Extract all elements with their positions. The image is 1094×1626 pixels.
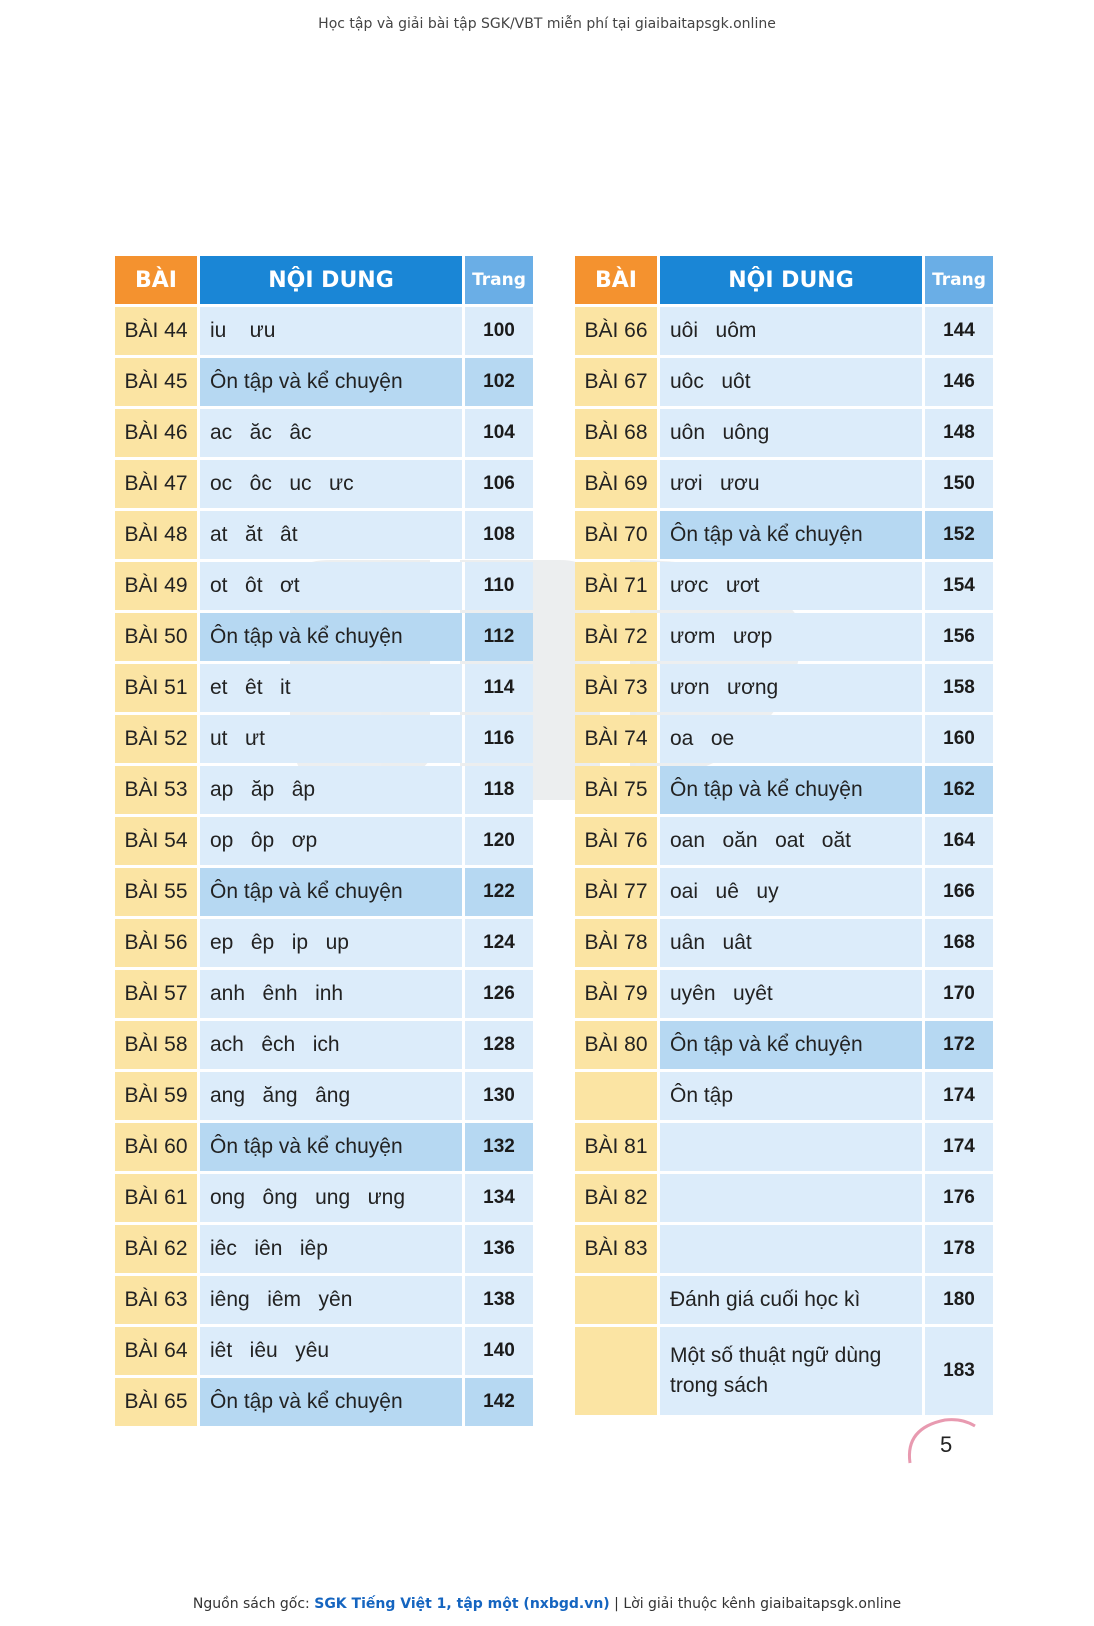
lesson-number: BÀI 47 [115,460,200,508]
lesson-number: BÀI 82 [575,1174,660,1222]
header-note: Học tập và giải bài tập SGK/VBT miễn phí tại giaibaitapsgk.online [318,16,776,32]
lesson-number: BÀI 62 [115,1225,200,1273]
page-ref: 112 [465,613,533,661]
lesson-content: iêt iêu yêu [200,1327,465,1375]
toc-row [115,1327,533,1375]
footer-suffix: | Lời giải thuộc kênh giaibaitapsgk.online [614,1596,902,1612]
lesson-content: Ôn tập [660,1072,925,1120]
column-header-noi-dung: NỘI DUNG [660,256,925,304]
toc-row [575,1174,993,1222]
toc-row [575,409,993,457]
lesson-content: Ôn tập và kể chuyện [200,613,465,661]
page-ref: 116 [465,715,533,763]
page-ref: 156 [925,613,993,661]
page-ref: 114 [465,664,533,712]
lesson-content: Ôn tập và kể chuyện [200,358,465,406]
toc-row [115,562,533,610]
lesson-content: iu ưu [200,307,465,355]
toc-row [115,307,533,355]
lesson-content: Ôn tập và kể chuyện [660,1021,925,1069]
toc-row [575,817,993,865]
page-ref: 126 [465,970,533,1018]
page-ref: 150 [925,460,993,508]
source-link[interactable]: SGK Tiếng Việt 1, tập một (nxbgd.vn) [314,1596,610,1612]
toc-row [575,1072,993,1120]
column-header-bai: BÀI [575,256,660,304]
column-header-bai: BÀI [115,256,200,304]
lesson-content: ong ông ung ưng [200,1174,465,1222]
toc-row [575,868,993,916]
page-ref: 172 [925,1021,993,1069]
lesson-content: ach êch ich [200,1021,465,1069]
toc-row [115,817,533,865]
lesson-content: Một số thuật ngữ dùng trong sách [660,1327,925,1415]
lesson-number: BÀI 79 [575,970,660,1018]
lesson-number: BÀI 45 [115,358,200,406]
page-ref: 132 [465,1123,533,1171]
page-ref: 162 [925,766,993,814]
toc-row [115,409,533,457]
lesson-number: BÀI 61 [115,1174,200,1222]
toc-row [115,664,533,712]
page-ref: 104 [465,409,533,457]
toc-row [115,1276,533,1324]
page-ref: 108 [465,511,533,559]
lesson-number: BÀI 59 [115,1072,200,1120]
lesson-content: ươn ương [660,664,925,712]
page-ref: 174 [925,1123,993,1171]
toc-row [575,1123,993,1171]
lesson-content: oc ôc uc ưc [200,460,465,508]
lesson-number [575,1072,660,1120]
toc-row [115,613,533,661]
page-ref: 134 [465,1174,533,1222]
lesson-content [660,1174,925,1222]
page-ref: 128 [465,1021,533,1069]
lesson-content: uôi uôm [660,307,925,355]
lesson-number: BÀI 73 [575,664,660,712]
lesson-number: BÀI 51 [115,664,200,712]
lesson-content: oa oe [660,715,925,763]
toc-row [115,511,533,559]
toc-row [115,766,533,814]
lesson-number: BÀI 80 [575,1021,660,1069]
lesson-number: BÀI 75 [575,766,660,814]
toc-table-right [575,253,993,1418]
page-ref: 102 [465,358,533,406]
lesson-content: ep êp ip up [200,919,465,967]
lesson-content [660,1225,925,1273]
page-ref: 176 [925,1174,993,1222]
lesson-number: BÀI 52 [115,715,200,763]
lesson-content: Ôn tập và kể chuyện [200,1378,465,1426]
page-ref: 120 [465,817,533,865]
toc-row [575,358,993,406]
lesson-content: ươm ươp [660,613,925,661]
lesson-number: BÀI 72 [575,613,660,661]
lesson-number: BÀI 74 [575,715,660,763]
page-ref: 174 [925,1072,993,1120]
column-header-trang: Trang [925,256,993,304]
page-ref: 178 [925,1225,993,1273]
page-number: 5 [940,1432,953,1457]
toc-row [575,511,993,559]
toc-row [115,1225,533,1273]
page-ref: 122 [465,868,533,916]
lesson-number: BÀI 53 [115,766,200,814]
page-ref: 106 [465,460,533,508]
lesson-content: ap ăp âp [200,766,465,814]
toc-row [115,1174,533,1222]
lesson-number: BÀI 77 [575,868,660,916]
column-header-trang: Trang [465,256,533,304]
page-ref: 138 [465,1276,533,1324]
toc-row [575,919,993,967]
lesson-number: BÀI 50 [115,613,200,661]
toc-row [575,766,993,814]
page-ref: 183 [925,1327,993,1415]
lesson-number: BÀI 76 [575,817,660,865]
lesson-number: BÀI 44 [115,307,200,355]
lesson-content: Ôn tập và kể chuyện [660,511,925,559]
lesson-number: BÀI 56 [115,919,200,967]
lesson-number: BÀI 63 [115,1276,200,1324]
page-ref: 118 [465,766,533,814]
page-ref: 100 [465,307,533,355]
toc-row [575,460,993,508]
lesson-content: uôn uông [660,409,925,457]
footer-note [0,1596,1094,1612]
toc-row [575,1225,993,1273]
toc-header-row [115,256,533,304]
toc-row [575,1327,993,1415]
lesson-content: Ôn tập và kể chuyện [200,868,465,916]
toc-row [575,970,993,1018]
page-ref: 146 [925,358,993,406]
lesson-content: Ôn tập và kể chuyện [200,1123,465,1171]
lesson-number: BÀI 57 [115,970,200,1018]
lesson-number: BÀI 48 [115,511,200,559]
toc-row [115,970,533,1018]
page-ref: 170 [925,970,993,1018]
toc-row [575,562,993,610]
toc-row [115,919,533,967]
lesson-content: anh ênh inh [200,970,465,1018]
lesson-number: BÀI 55 [115,868,200,916]
lesson-number: BÀI 64 [115,1327,200,1375]
lesson-content: at ăt ât [200,511,465,559]
toc-row [115,715,533,763]
toc-row [115,1072,533,1120]
toc-row [575,664,993,712]
lesson-content: ac ăc âc [200,409,465,457]
lesson-number: BÀI 66 [575,307,660,355]
toc-row [115,1378,533,1426]
lesson-number [575,1327,660,1415]
lesson-content: ươc ươt [660,562,925,610]
toc-row [575,1021,993,1069]
footer-prefix: Nguồn sách gốc: [192,1596,310,1612]
page-ref: 110 [465,562,533,610]
page-ref: 130 [465,1072,533,1120]
lesson-number: BÀI 71 [575,562,660,610]
toc-row [115,868,533,916]
page-ref: 142 [465,1378,533,1426]
toc-row [115,358,533,406]
page-ref: 160 [925,715,993,763]
lesson-content: Ôn tập và kể chuyện [660,766,925,814]
toc-row [575,1276,993,1324]
toc-row [115,1123,533,1171]
page-ref: 140 [465,1327,533,1375]
lesson-content: et êt it [200,664,465,712]
lesson-number: BÀI 49 [115,562,200,610]
lesson-number: BÀI 83 [575,1225,660,1273]
page-ref: 166 [925,868,993,916]
lesson-content: Đánh giá cuối học kì [660,1276,925,1324]
page-ref: 164 [925,817,993,865]
lesson-content: ươi ươu [660,460,925,508]
lesson-number: BÀI 69 [575,460,660,508]
toc-row [115,460,533,508]
lesson-number: BÀI 81 [575,1123,660,1171]
page-ref: 154 [925,562,993,610]
lesson-content: iêc iên iêp [200,1225,465,1273]
page-ref: 152 [925,511,993,559]
toc-row [575,613,993,661]
page-ref: 158 [925,664,993,712]
toc-header-row [575,256,993,304]
lesson-number: BÀI 70 [575,511,660,559]
lesson-content: uyên uyêt [660,970,925,1018]
lesson-content: op ôp ơp [200,817,465,865]
page-ref: 144 [925,307,993,355]
lesson-content: iêng iêm yên [200,1276,465,1324]
page-ref: 124 [465,919,533,967]
toc-row [575,715,993,763]
lesson-content: uôc uôt [660,358,925,406]
lesson-number: BÀI 46 [115,409,200,457]
lesson-content: oai uê uy [660,868,925,916]
lesson-content: oan oăn oat oăt [660,817,925,865]
page-ref: 168 [925,919,993,967]
lesson-number: BÀI 65 [115,1378,200,1426]
toc-table-left [115,253,533,1429]
lesson-number: BÀI 68 [575,409,660,457]
lesson-number: BÀI 60 [115,1123,200,1171]
lesson-content: ang ăng âng [200,1072,465,1120]
toc-row [575,307,993,355]
page-ref: 136 [465,1225,533,1273]
lesson-content: uân uât [660,919,925,967]
column-header-noi-dung: NỘI DUNG [200,256,465,304]
lesson-number: BÀI 67 [575,358,660,406]
lesson-content: ot ôt ơt [200,562,465,610]
lesson-content [660,1123,925,1171]
lesson-number [575,1276,660,1324]
lesson-number: BÀI 54 [115,817,200,865]
lesson-number: BÀI 58 [115,1021,200,1069]
page-ref: 180 [925,1276,993,1324]
lesson-number: BÀI 78 [575,919,660,967]
lesson-content: ut ưt [200,715,465,763]
toc-row [115,1021,533,1069]
page-ref: 148 [925,409,993,457]
